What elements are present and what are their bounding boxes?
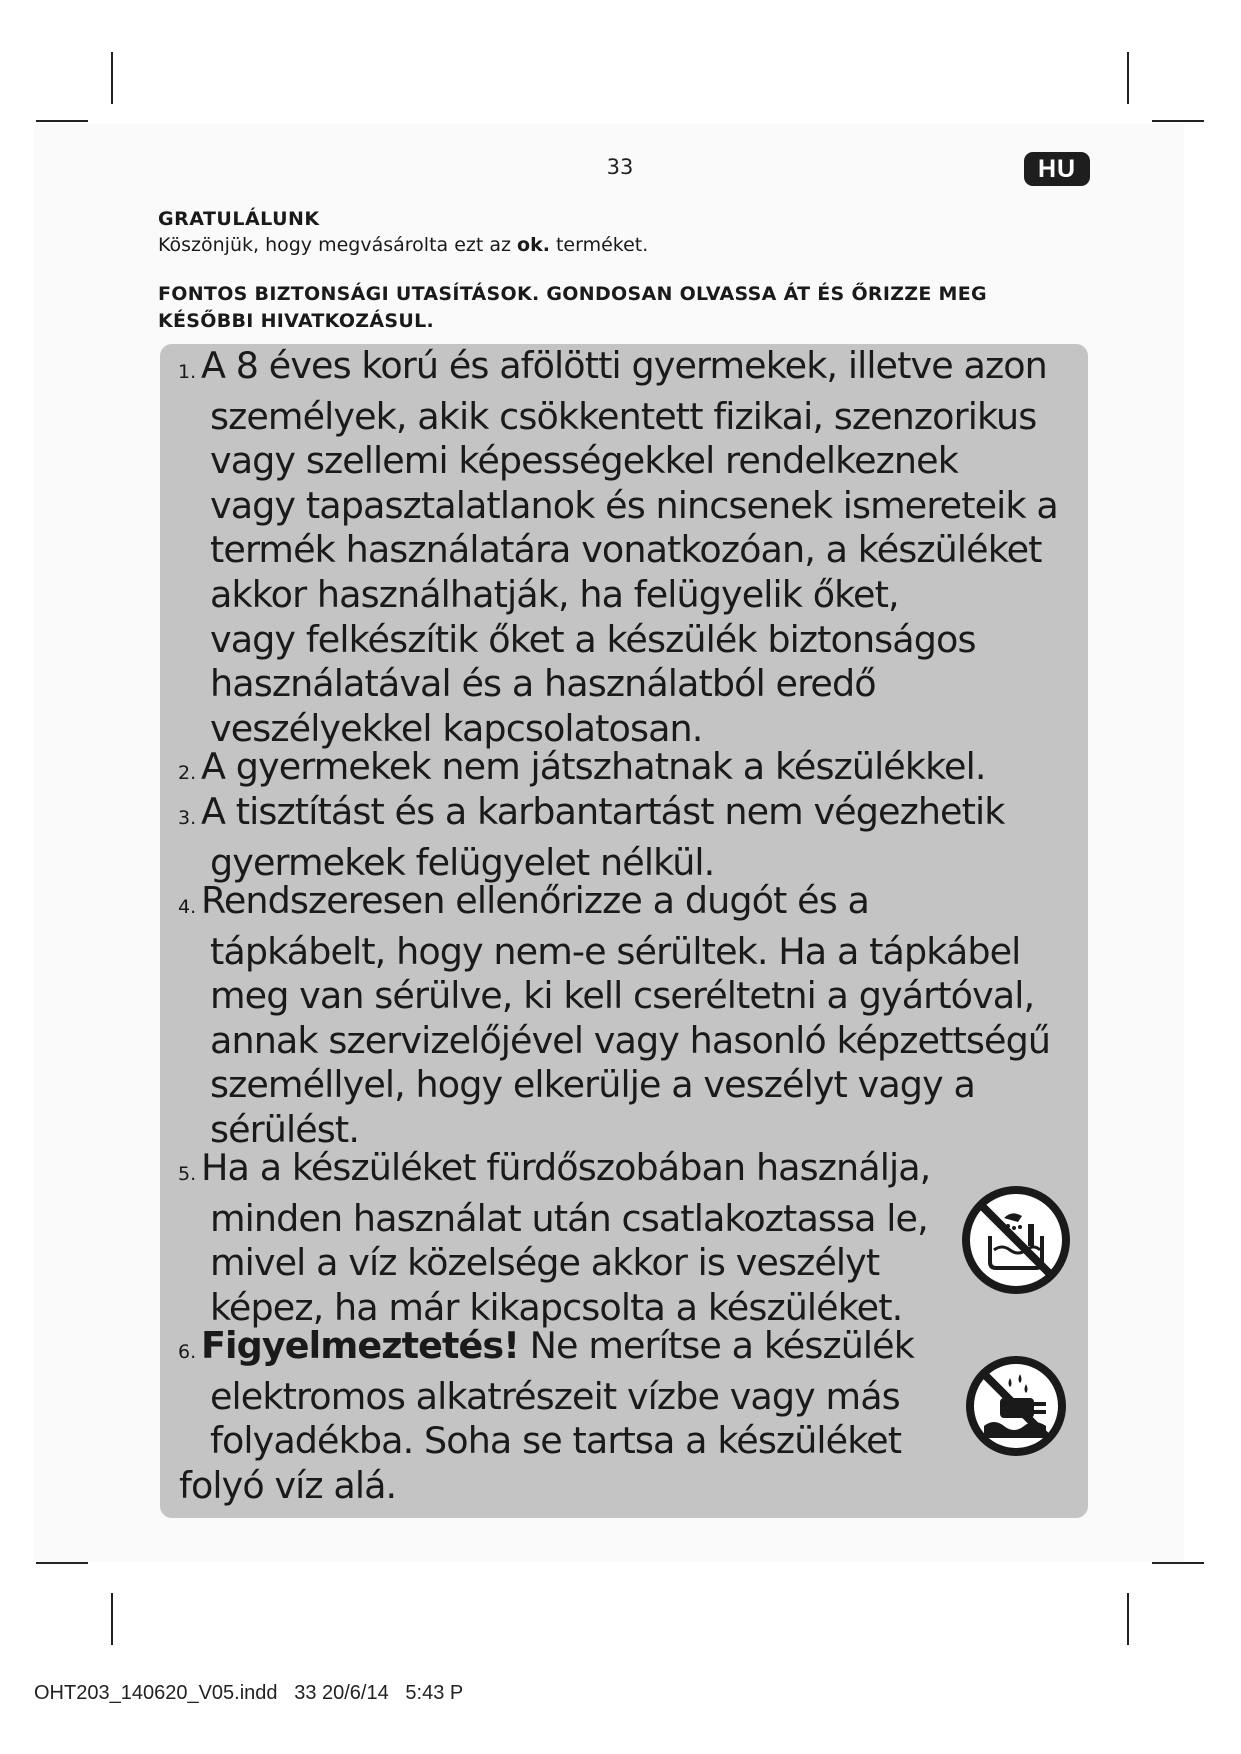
thanks-text-after: terméket. [549,234,649,256]
instruction-item-4 [178,879,1050,1153]
item-text: akkor használhatják, ha felügyelik őket, [210,572,899,616]
item-text: személlyel, hogy elkerülje a veszélyt vagy a [210,1063,975,1107]
safety-heading-line: FONTOS BIZTONSÁGI UTASÍTÁSOK. GONDOSAN OLVASSA ÁT ÉS ŐRIZZE MEG [158,283,987,305]
item-text: elektromos alkatrészeit vízbe vagy más [210,1374,900,1418]
print-time: 5:43 P [405,1682,464,1704]
item-number: 5. [178,1163,197,1185]
warning-label: Figyelmeztetés! [201,1324,519,1367]
crop-mark-top-left-v [111,52,113,104]
item-text: mivel a víz közelsége akkor is veszélyt [210,1241,880,1285]
instruction-item-5 [178,1146,930,1330]
no-bathroom-use-icon [960,1184,1072,1296]
item-text: személyek, akik csökkentett fizikai, szenzorikus [210,394,1037,438]
thanks-line [158,234,648,256]
item-text: A tisztítást és a karbantartást nem végezhetik [201,790,1005,833]
item-number: 4. [178,896,197,918]
instruction-item-2 [178,745,986,796]
page-number: 33 [606,155,634,179]
crop-mark-bottom-left-h [36,1562,88,1564]
item-text: tápkábelt, hogy nem-e sérültek. Ha a tápkábel [210,929,1021,973]
language-badge: HU [1024,152,1090,186]
item-text: Ne merítse a készülék [518,1324,914,1367]
no-water-immersion-icon [964,1354,1068,1458]
safety-heading [158,281,1038,335]
crop-mark-bottom-left-v [111,1593,113,1645]
safety-instructions-panel [160,344,1088,1518]
item-text: Rendszeresen ellenőrizze a dugót és a [201,879,869,922]
item-text: folyó víz alá. [179,1463,397,1507]
item-text: vagy szellemi képességekkel rendelkeznek [210,439,958,483]
instruction-item-6 [178,1324,914,1508]
item-text: vagy tapasztalatlanok és nincsenek ismereteik a [210,483,1058,527]
item-number: 2. [178,762,197,784]
item-text: Ha a készüléket fürdőszobában használja, [201,1146,931,1189]
instruction-item-1 [178,344,1058,751]
crop-mark-bottom-right-h [1152,1562,1204,1564]
crop-mark-top-right-v [1127,52,1129,104]
item-text: folyadékba. Soha se tartsa a készüléket [210,1419,902,1463]
crop-mark-top-right-h [1152,120,1204,122]
item-number: 6. [178,1341,197,1363]
instruction-item-3 [178,790,1005,885]
item-text: minden használat után csatlakoztassa le, [210,1196,928,1240]
item-text: használatával és a használatból eredő [210,662,876,706]
item-text: meg van sérülve, ki kell cseréltetni a gyártóval, [210,974,1035,1018]
item-text: vagy felkészítik őket a készülék biztonságos [210,617,976,661]
item-number: 3. [178,807,197,829]
item-text: termék használatára vonatkozóan, a készüléket [210,528,1042,572]
item-number: 1. [178,361,197,383]
brand-name: ok. [517,234,550,256]
page-info: 33 20/6/14 [294,1682,389,1704]
item-text: gyermekek felügyelet nélkül. [210,840,715,884]
item-text: annak szervizelőjével vagy hasonló képzettségű [210,1018,1051,1062]
thanks-text-before: Köszönjük, hogy megvásárolta ezt az [158,234,518,256]
crop-mark-top-left-h [36,120,88,122]
congrats-heading: GRATULÁLUNK [158,208,320,230]
safety-heading-line: KÉSŐBBI HIVATKOZÁSUL. [158,310,435,332]
item-text: A gyermekek nem játszhatnak a készülékkel. [201,745,986,788]
crop-mark-bottom-right-v [1127,1593,1129,1645]
item-text: A 8 éves korú és afölötti gyermekek, illetve azon [201,344,1047,387]
item-text: sérülést. [210,1107,360,1151]
print-slug [34,1682,463,1705]
item-text: képez, ha már kikapcsolta a készüléket. [210,1285,903,1329]
file-name: OHT203_140620_V05.indd [34,1682,278,1704]
item-text: veszélyekkel kapcsolatosan. [210,706,703,750]
